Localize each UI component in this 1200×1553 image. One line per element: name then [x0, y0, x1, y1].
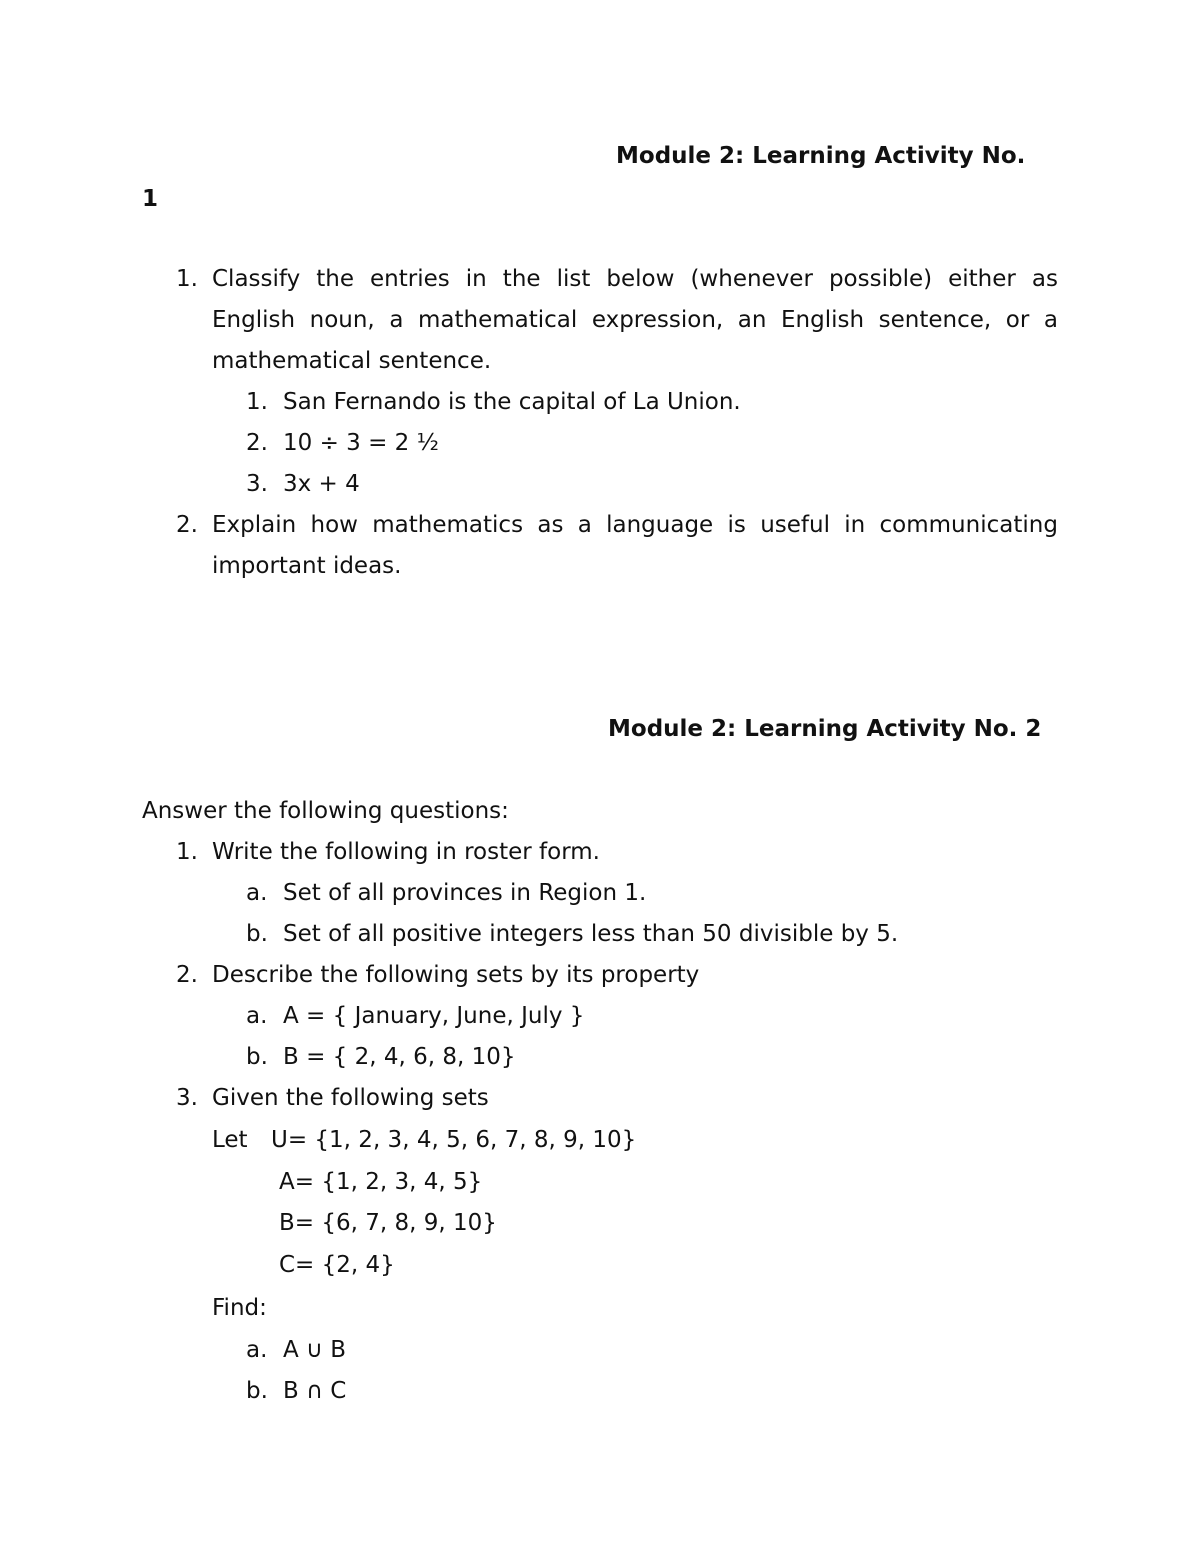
word: an — [737, 307, 767, 333]
activity1-q2-number: 2. — [176, 512, 198, 538]
activity2-q3-set-a: A= {1, 2, 3, 4, 5} — [279, 1169, 483, 1195]
activity2-q3-set-u: U= {1, 2, 3, 4, 5, 6, 7, 8, 9, 10} — [271, 1127, 637, 1153]
word: is — [727, 512, 746, 538]
word: in — [465, 266, 487, 292]
activity2-q3-text: Given the following sets — [212, 1085, 489, 1111]
word: English — [781, 307, 865, 333]
word: language — [606, 512, 714, 538]
activity2-q3-let-label: Let — [212, 1127, 248, 1153]
word: noun, — [309, 307, 375, 333]
activity2-q1-item-b: Set of all positive integers less than 50 divisible by 5. — [283, 921, 899, 947]
word: as — [537, 512, 564, 538]
word: useful — [760, 512, 830, 538]
activity2-q3-item-a-letter: a. — [246, 1337, 268, 1363]
activity2-intro: Answer the following questions: — [142, 798, 509, 824]
word: Explain — [212, 512, 297, 538]
word: mathematics — [372, 512, 524, 538]
word: a — [1043, 307, 1058, 333]
activity1-q1-line-2 — [212, 309, 1058, 332]
activity2-q1-text: Write the following in roster form. — [212, 839, 600, 865]
activity1-heading: Module 2: Learning Activity No. — [616, 143, 1026, 169]
word: a — [577, 512, 592, 538]
word: either — [948, 266, 1016, 292]
activity2-q2-item-b: B = { 2, 4, 6, 8, 10} — [283, 1044, 516, 1070]
activity2-q3-set-c: C= {2, 4} — [279, 1252, 395, 1278]
activity2-q3-number: 3. — [176, 1085, 198, 1111]
word: the — [316, 266, 354, 292]
word: how — [310, 512, 358, 538]
activity2-q2-item-a: A = { January, June, July } — [283, 1003, 585, 1029]
activity2-q3-item-b-letter: b. — [246, 1378, 268, 1404]
activity2-q2-text: Describe the following sets by its property — [212, 962, 700, 988]
word: entries — [370, 266, 450, 292]
word: communicating — [879, 512, 1058, 538]
activity2-q2-item-b-letter: b. — [246, 1044, 268, 1070]
activity2-q3-find-label: Find: — [212, 1295, 267, 1321]
word: or — [1005, 307, 1030, 333]
activity2-q1-item-a-letter: a. — [246, 880, 268, 906]
activity2-q3-set-b: B= {6, 7, 8, 9, 10} — [279, 1210, 497, 1236]
activity1-q1-item-2: 10 ÷ 3 = 2 ½ — [283, 430, 439, 456]
activity1-q1-line-1 — [212, 268, 1058, 291]
word: possible) — [828, 266, 933, 292]
activity1-q1-item-1: San Fernando is the capital of La Union. — [283, 389, 741, 415]
word: list — [556, 266, 591, 292]
word: as — [1031, 266, 1058, 292]
activity2-q1-item-b-letter: b. — [246, 921, 268, 947]
activity1-q1-item-3: 3x + 4 — [283, 471, 360, 497]
activity1-heading-number: 1 — [142, 186, 159, 212]
activity1-q1-line-3: mathematical sentence. — [212, 348, 492, 374]
activity2-q1-number: 1. — [176, 839, 198, 865]
activity2-q2-item-a-letter: a. — [246, 1003, 268, 1029]
activity2-q3-item-b: B ∩ C — [283, 1378, 347, 1404]
word: English — [212, 307, 296, 333]
activity1-q2-line-1 — [212, 514, 1058, 537]
word: a — [389, 307, 404, 333]
activity2-q3-item-a: A ∪ B — [283, 1337, 346, 1363]
word: below — [606, 266, 675, 292]
activity2-heading: Module 2: Learning Activity No. 2 — [608, 716, 1042, 742]
word: sentence, — [878, 307, 992, 333]
word: mathematical — [417, 307, 578, 333]
activity1-q1-item-3-number: 3. — [246, 471, 268, 497]
activity1-q1-item-1-number: 1. — [246, 389, 268, 415]
activity2-q1-item-a: Set of all provinces in Region 1. — [283, 880, 647, 906]
word: Classify — [212, 266, 301, 292]
activity1-q1-item-2-number: 2. — [246, 430, 268, 456]
word: in — [844, 512, 866, 538]
activity1-q1-number: 1. — [176, 266, 198, 292]
activity1-q2-line-2: important ideas. — [212, 553, 402, 579]
word: expression, — [591, 307, 724, 333]
activity2-q2-number: 2. — [176, 962, 198, 988]
word: the — [502, 266, 541, 292]
word: (whenever — [690, 266, 813, 292]
